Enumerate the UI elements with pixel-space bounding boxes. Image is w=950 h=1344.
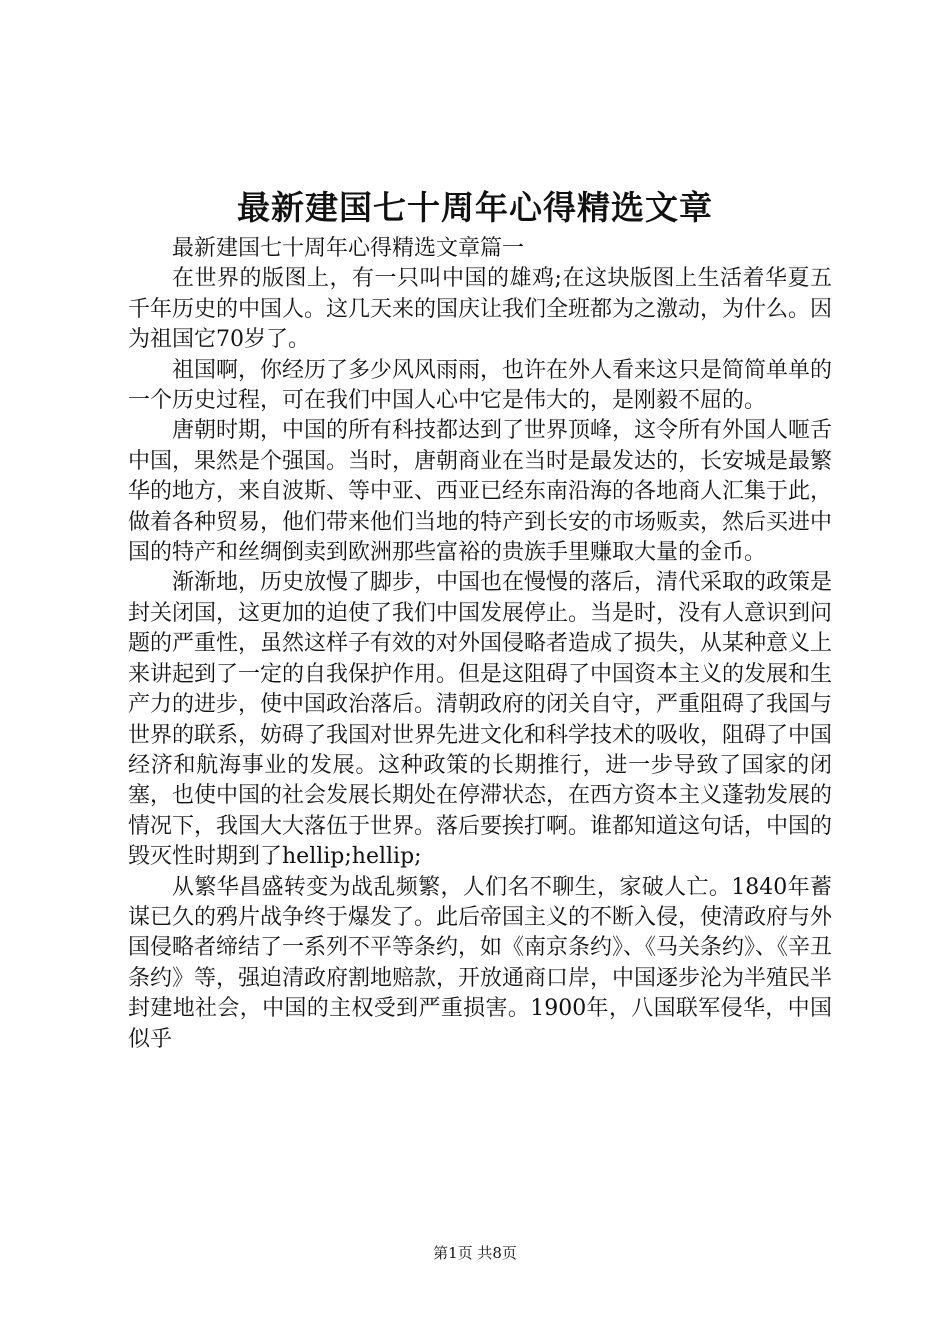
section-subheading: 最新建国七十周年心得精选文章篇一	[172, 236, 525, 261]
document-title: 最新建国七十周年心得精选文章	[237, 188, 713, 227]
paragraph: 唐朝时期，中国的所有科技都达到了世界顶峰，这令所有外国人咂舌中国，果然是个强国。当时，唐朝商业在当时是最发达的，长安城是最繁华的地方，来自波斯、等中亚、西亚已经东南沿海的各地商人汇集于此，做着各种贸易，他们带来他们当地的特产到长安的市场贩卖，然后买进中国的特产和丝绸倒卖到欧洲那些富裕的贵族手里赚取大量的金币。	[128, 418, 833, 566]
paragraph: 从繁华昌盛转变为战乱频繁，人们名不聊生，家破人亡。1840年蓄谋已久的鸦片战争终于爆发了。此后帝国主义的不断入侵，使清政府与外国侵略者缔结了一系列不平等条约，如《南京条约》、《马关条约》、《辛丑条约》等，强迫清政府割地赔款，开放通商口岸，中国逐步沦为半殖民半封建地社会，中国的主权受到严重损害。1900年，八国联军侵华，中国似乎	[128, 874, 833, 1052]
page-footer	[0, 1243, 950, 1263]
paragraph: 渐渐地，历史放慢了脚步，中国也在慢慢的落后，清代采取的政策是封关闭国，这更加的迫使了我们中国发展停止。当是时，没有人意识到问题的严重性，虽然这样子有效的对外国侵略者造成了损失，从某种意义上来讲起到了一定的自我保护作用。但是这阻碍了中国资本主义的发展和生产力的进步，使中国政治落后。清朝政府的闭关自守，严重阻碍了我国与世界的联系，妨碍了我国对世界先进文化和科学技术的吸收，阻碍了中国经济和航海事业的发展。这种政策的长期推行，进一步导致了国家的闭塞，也使中国的社会发展长期处在停滞状态，在西方资本主义蓬勃发展的情况下，我国大大落伍于世界。落后要挨打啊。谁都知道这句话，中国的毁灭性时期到了hellip;hellip;	[128, 570, 833, 870]
document-body	[128, 234, 832, 1055]
page-indicator: 第1页 共8页	[433, 1244, 517, 1262]
paragraph: 祖国啊，你经历了多少风风雨雨，也许在外人看来这只是简简单单的一个历史过程，可在我们中国人心中它是伟大的，是刚毅不屈的。	[128, 357, 833, 414]
paragraph: 在世界的版图上，有一只叫中国的雄鸡;在这块版图上生活着华夏五千年历史的中国人。这几天来的国庆让我们全班都为之激动，为什么。因为祖国它70岁了。	[128, 266, 833, 353]
